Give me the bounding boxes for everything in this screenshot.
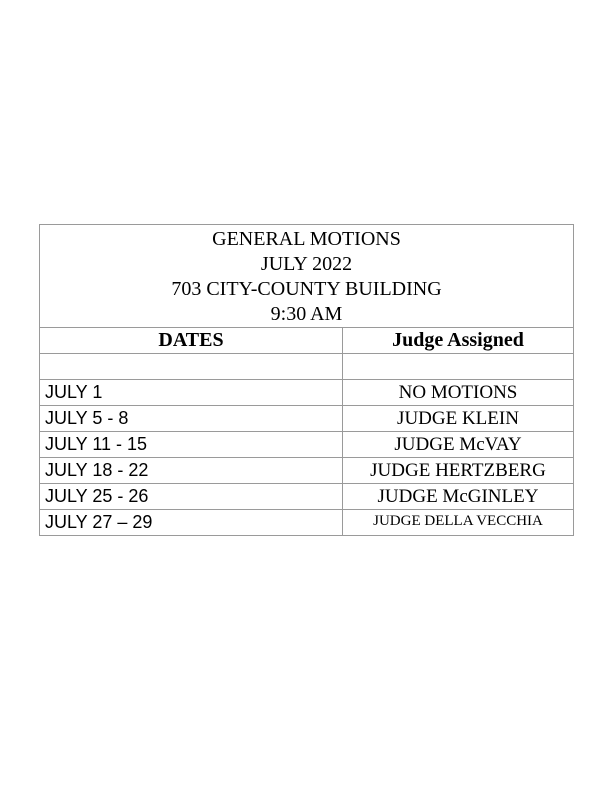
title-row: [40, 225, 574, 328]
date-cell: [40, 354, 343, 380]
judge-cell: JUDGE KLEIN: [343, 406, 574, 432]
date-cell: JULY 11 - 15: [40, 432, 343, 458]
time-line: 9:30 AM: [270, 303, 343, 325]
table-row: [40, 432, 574, 458]
judge-cell: [343, 354, 574, 380]
column-header-row: [40, 328, 574, 354]
date-cell: JULY 18 - 22: [40, 458, 343, 484]
column-header-dates: DATES: [40, 328, 343, 354]
date-cell: JULY 5 - 8: [40, 406, 343, 432]
title-block: [40, 225, 574, 328]
judge-cell: JUDGE HERTZBERG: [343, 458, 574, 484]
date-cell: JULY 25 - 26: [40, 484, 343, 510]
table-row: [40, 406, 574, 432]
date-cell: JULY 1: [40, 380, 343, 406]
table-row: [40, 484, 574, 510]
judge-cell: JUDGE McGINLEY: [343, 484, 574, 510]
table-row: [40, 458, 574, 484]
table-row: [40, 354, 574, 380]
motions-schedule-table: [39, 224, 574, 536]
date-cell: JULY 27 – 29: [40, 510, 343, 536]
table-row: [40, 510, 574, 536]
month-line: JULY 2022: [260, 253, 353, 275]
column-header-judge: Judge Assigned: [343, 328, 574, 354]
title-line: GENERAL MOTIONS: [212, 228, 401, 250]
judge-cell: JUDGE DELLA VECCHIA: [343, 510, 574, 536]
judge-cell: NO MOTIONS: [343, 380, 574, 406]
location-line: 703 CITY-COUNTY BUILDING: [171, 278, 442, 300]
judge-cell: JUDGE McVAY: [343, 432, 574, 458]
table-row: [40, 380, 574, 406]
